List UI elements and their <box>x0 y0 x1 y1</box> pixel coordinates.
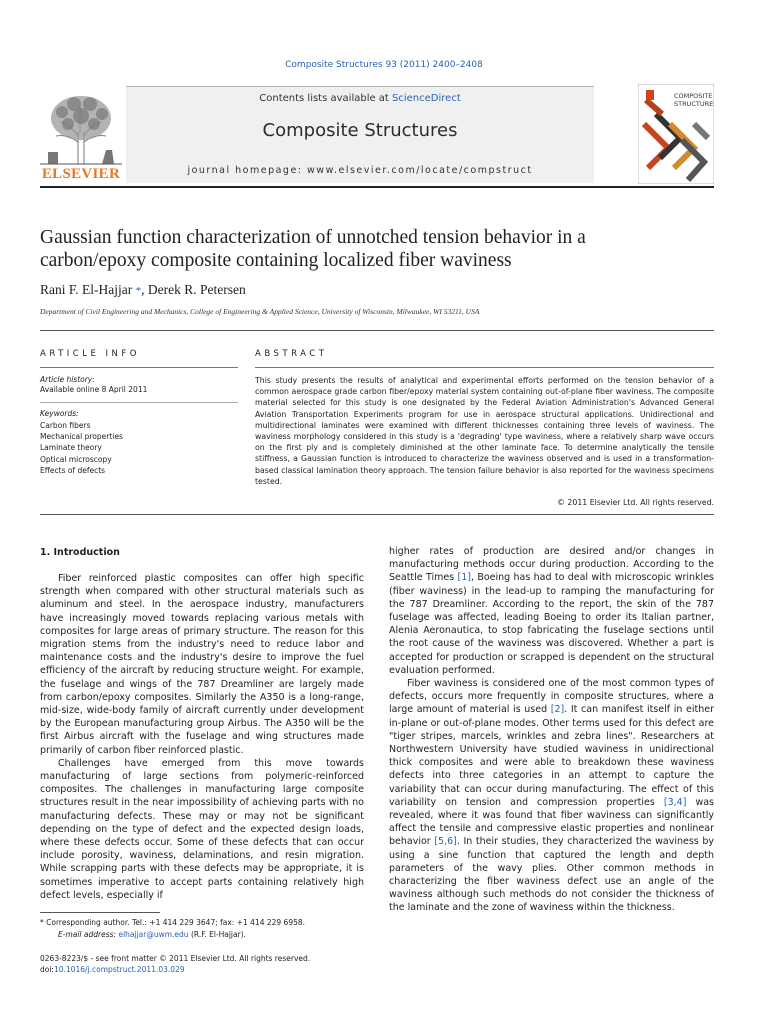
reference-link-1[interactable]: [1] <box>457 572 471 584</box>
abstract-divider <box>255 367 714 368</box>
keywords-list <box>40 420 123 476</box>
cover-line1: COMPOSITE <box>674 92 713 100</box>
keywords-divider <box>40 402 238 403</box>
journal-title: Composite Structures <box>262 120 458 141</box>
article-info-divider <box>40 367 238 368</box>
abstract-bottom-divider <box>40 514 714 515</box>
section-heading-introduction: 1. Introduction <box>40 547 120 558</box>
intro-paragraph-2: Challenges have emerged from this move towards manufacturing of large sections from polymeric-reinforced composites. The challenges in manufacturing large composite structures result in the near impossibility of achieving parts with no manufacturing defects. These may or may not be significant depending on the type of defect and the expected design loads, where these defects occur. Some of these defects that can occur include porosity, waviness, delaminations, and resin migration. While scrapping parts with these defects may be appropriate, it is sometimes imperative to accept parts containing relatively high defect levels, especially if <box>40 757 364 901</box>
journal-homepage[interactable]: journal homepage: www.elsevier.com/locate/compstruct <box>187 165 533 176</box>
keyword-item: Mechanical properties <box>40 432 123 442</box>
keyword-item: Laminate theory <box>40 443 102 453</box>
intro-paragraph-1: Fiber reinforced plastic composites can offer high specific strength when compared with other structural materials such as aluminum and steel. In the aerospace industry, manufacturers have increasingly moved towards replacing various metals with composites for large areas of primary structure. The reason for this migration stems from the industry's need to reduce labor and maintenance costs and the industry's desire to improve the fuel efficiency of the aircraft by reducing structure weight. For example, the fuselage and wings of the 787 Dreamliner are largely made from carbon/epoxy composites. Similarly the A350 is a long-range, mid-size, wide-body family of aircraft currently under development by the European manufacturing group Airbus. The A350 will be the first Airbus aircraft with the fuselage and wing structures made primarily of carbon fiber reinforced plastic. <box>40 573 364 756</box>
issn-line: 0263-8223/$ - see front matter © 2011 Elsevier Ltd. All rights reserved. <box>40 954 311 963</box>
journal-cover-image-icon[interactable] <box>638 84 714 184</box>
doi-line <box>40 965 185 974</box>
email-suffix: (R.F. El-Hajjar). <box>188 930 246 939</box>
text-run: Fiber waviness is considered one of the most common types of defects, occurs more frequently in composite structures, where a large amount of material is used <box>389 678 714 716</box>
text-run: was revealed, where it was found that fiber waviness can significantly affect the tensile and compressive elastic properties and nonlinear behavior <box>389 796 715 848</box>
article-history-label: Article history: <box>40 375 95 384</box>
header-divider <box>40 186 714 188</box>
paper-title: Gaussian function characterization of unnotched tension behavior in a carbon/epoxy composite containing localized fiber waviness <box>40 227 586 271</box>
abstract-copyright: © 2011 Elsevier Ltd. All rights reserved. <box>557 498 714 507</box>
footnote-divider <box>40 912 160 913</box>
body-column-right <box>389 545 714 915</box>
sciencedirect-link[interactable]: ScienceDirect <box>392 93 461 104</box>
author-affiliation: Department of Civil Engineering and Mechanics, College of Engineering & Applied Science, University of Wisconsin, Milwaukee, WI 53211, USA <box>40 307 480 316</box>
intro-paragraph-4 <box>389 677 714 915</box>
doi-link[interactable]: 10.1016/j.compstruct.2011.03.029 <box>53 965 185 974</box>
abstract-text: This study presents the results of analytical and experimental efforts performed on the tension behavior of a common aerospace grade carbon fiber/epoxy material system containing out-of-plane fiber waviness. The composite material selected for this study is one designated by the Federal Aviation Administration's Advanced General Aviation Transportation Experiments program for use in aerospace structural applications. Unidirectional and multidirectional laminates were examined with different thicknesses containing three levels of waviness. The waviness morphology considered in this study is a 'degrading' type waviness, where a relatively sharp wave occurs on the first ply and is completely diminished at the other laminate face. To determine analytically the tensile stiffness, a Gaussian function is introduced to characterize the waviness observed and is used in a transformation-based classical lamination theory approach. The tension failure behavior is also reported for the waviness specimens tested. <box>255 376 714 486</box>
contents-line <box>126 93 594 104</box>
text-run: higher rates of production are desired and/or changes in manufacturing methods occur during production. According to the Seattle Times <box>389 546 714 584</box>
author-separator: , <box>141 282 148 297</box>
author-email-link[interactable]: elhajjar@uwm.edu <box>118 930 189 939</box>
text-run: , Boeing has had to deal with microscopic wrinkles (fiber waviness) in the lead-up to ramping the manufacturing for the 787 Dreamliner. According to the report, the skin of the 787 fuselage was affected, leading Boeing to order its Italian partner, Alenia Aeronautica, to stop fabricating the fuselage sections until the root cause of the waviness was discovered. Whether a part is accepted for production or scrapped is dependent on the structural evaluation performed. <box>389 572 714 676</box>
contents-prefix: Contents lists available at <box>259 93 393 104</box>
body-column-left <box>40 572 364 902</box>
abstract-heading: ABSTRACT <box>255 349 328 359</box>
reference-link-2[interactable]: [2] <box>550 704 565 716</box>
doi-label: doi: <box>40 965 54 974</box>
article-history-value: Available online 8 April 2011 <box>40 385 148 394</box>
intro-paragraph-3 <box>389 545 714 677</box>
text-run: . In their studies, they characterized the waviness by using a sine function that captured the length and depth parameters of the wavy plies. Other common methods in characterizing the fiber waviness defect use an angle of the waviness although such methods do not consider the thickness of the laminate and the zone of waviness within the thickness. <box>389 836 714 914</box>
text-run: . It can manifest itself in either in-plane or out-of-plane modes. Other terms used for this defect are "tiger stripes, marcels, wrinkles and zebra lines". Researchers at Northwestern University have studied waviness in unidirectional thick composites and were able to breakdown these waviness defects into three categories in an attempt to capture the variability that can occur during manufacturing. The effect of this variability on tension and compression properties <box>389 704 714 808</box>
cover-line2: STRUCTURES <box>674 100 714 108</box>
corresponding-author-footnote: * Corresponding author. Tel.: +1 414 229 3647; fax: +1 414 229 6958. <box>40 918 306 927</box>
keyword-item: Effects of defects <box>40 465 106 475</box>
journal-citation[interactable]: Composite Structures 93 (2011) 2400–2408 <box>285 60 483 70</box>
author-list <box>40 282 246 298</box>
reference-link-5-6[interactable]: [5,6] <box>434 836 457 848</box>
corresponding-author-marker[interactable]: * <box>135 285 142 297</box>
author-1: Rani F. El-Hajjar <box>40 282 133 297</box>
author-2: Derek R. Petersen <box>147 282 246 297</box>
email-footnote <box>58 930 246 939</box>
title-divider <box>40 330 714 331</box>
elsevier-wordmark: ELSEVIER <box>41 166 121 182</box>
keyword-item: Carbon fibers <box>40 421 91 430</box>
reference-link-3-4[interactable]: [3,4] <box>663 796 687 808</box>
keywords-label: Keywords: <box>40 409 79 418</box>
email-label: E-mail address: <box>58 930 119 939</box>
article-info-heading: ARTICLE INFO <box>40 349 140 359</box>
keyword-item: Optical microscopy <box>40 454 112 464</box>
